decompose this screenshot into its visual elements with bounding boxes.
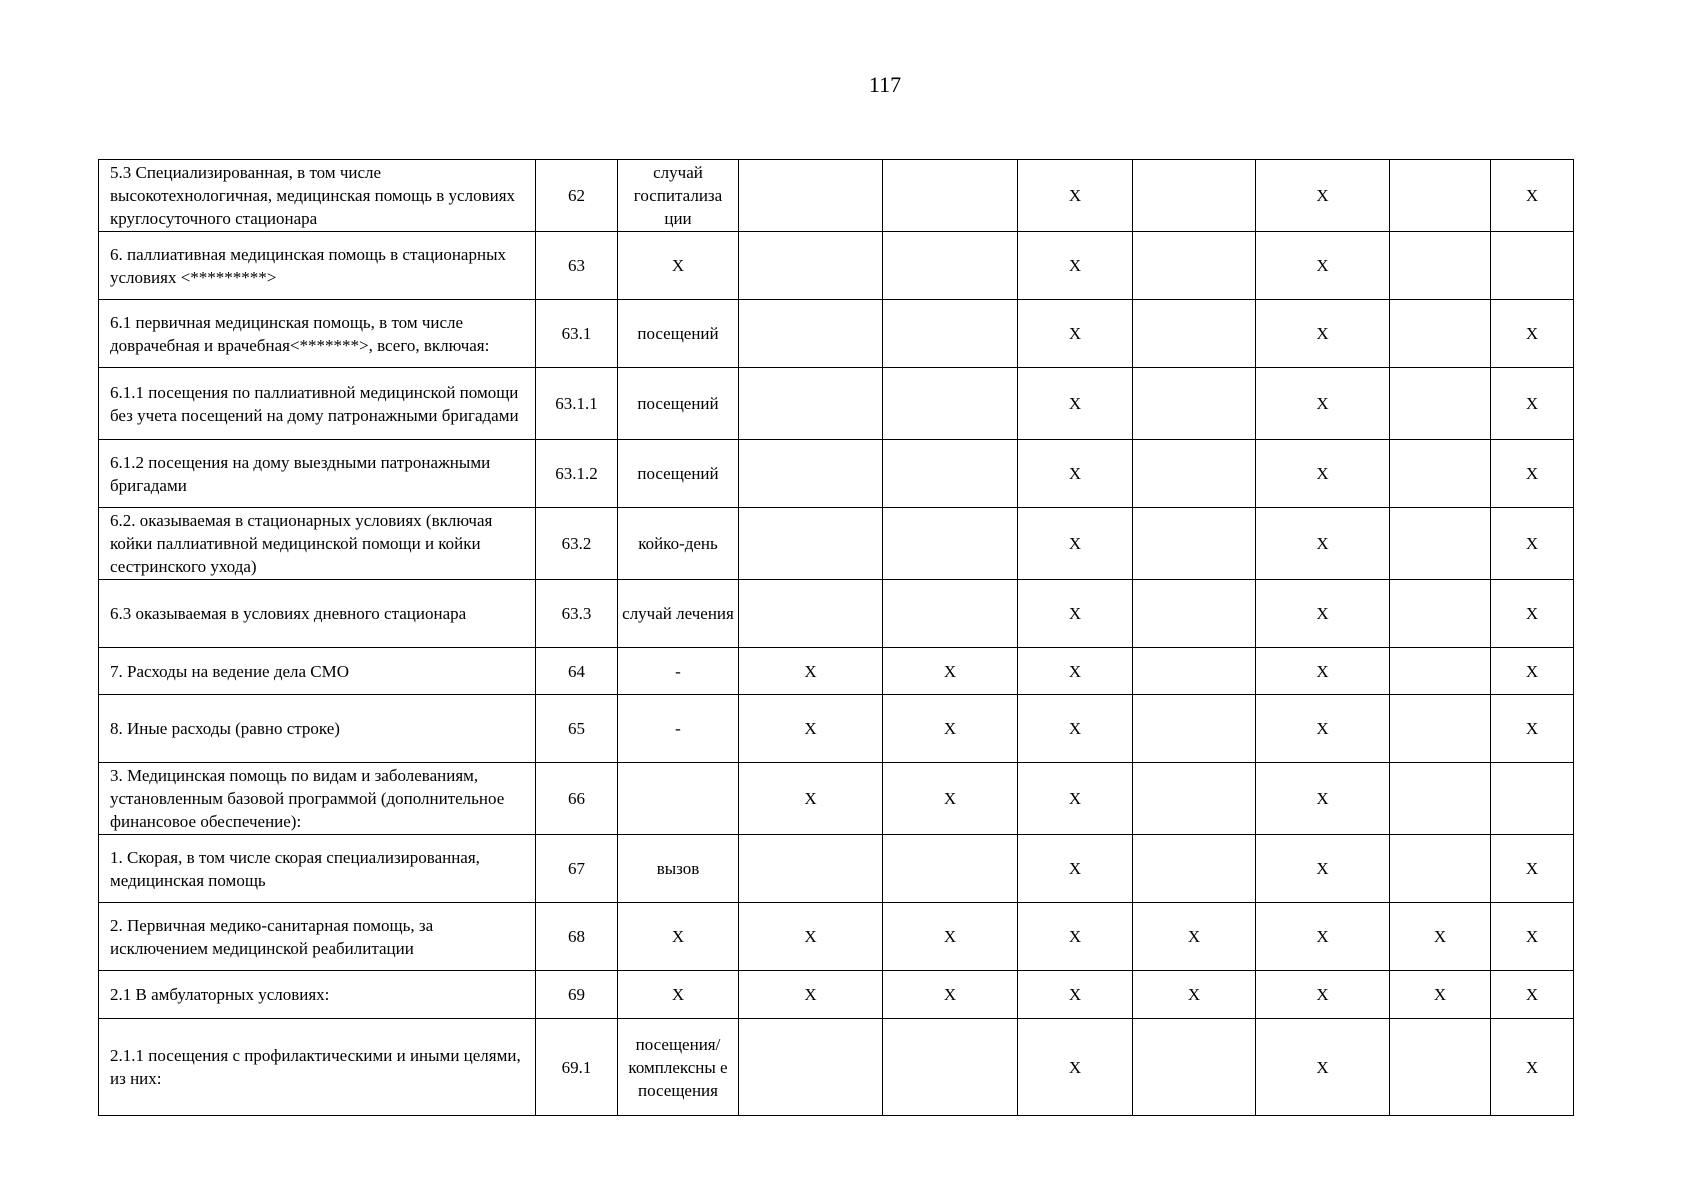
col-5-cell: X xyxy=(883,903,1018,971)
row-code: 63.1.2 xyxy=(536,440,618,508)
col-4-cell: X xyxy=(739,695,883,763)
col-6-cell: X xyxy=(1018,440,1133,508)
row-code: 65 xyxy=(536,695,618,763)
col-6-cell: X xyxy=(1018,508,1133,580)
col-8-cell: X xyxy=(1256,440,1390,508)
row-code: 66 xyxy=(536,763,618,835)
row-name: 2.1 В амбулаторных условиях: xyxy=(99,971,536,1019)
table-row xyxy=(99,232,1574,300)
row-unit: X xyxy=(618,971,739,1019)
row-name: 6.1.2 посещения на дому выездными патронажными бригадами xyxy=(99,440,536,508)
col-10-cell: X xyxy=(1491,971,1574,1019)
col-7-cell xyxy=(1133,368,1256,440)
col-8-cell: X xyxy=(1256,368,1390,440)
col-10-cell: X xyxy=(1491,440,1574,508)
col-4-cell xyxy=(739,440,883,508)
col-8-cell: X xyxy=(1256,971,1390,1019)
col-7-cell xyxy=(1133,580,1256,648)
col-5-cell xyxy=(883,440,1018,508)
row-unit: посещения/ комплексны е посещения xyxy=(618,1019,739,1116)
table-row xyxy=(99,508,1574,580)
col-10-cell: X xyxy=(1491,648,1574,695)
row-code: 62 xyxy=(536,160,618,232)
table-row xyxy=(99,368,1574,440)
col-4-cell: X xyxy=(739,763,883,835)
table-row xyxy=(99,160,1574,232)
row-code: 63.3 xyxy=(536,580,618,648)
row-code: 68 xyxy=(536,903,618,971)
col-5-cell xyxy=(883,232,1018,300)
row-unit: случай лечения xyxy=(618,580,739,648)
col-9-cell xyxy=(1390,580,1491,648)
table-row xyxy=(99,763,1574,835)
col-6-cell: X xyxy=(1018,903,1133,971)
col-5-cell xyxy=(883,368,1018,440)
col-7-cell: X xyxy=(1133,903,1256,971)
row-code: 69 xyxy=(536,971,618,1019)
row-name: 5.3 Специализированная, в том числе высокотехнологичная, медицинская помощь в условиях круглосуточного стационара xyxy=(99,160,536,232)
table-row xyxy=(99,695,1574,763)
col-5-cell xyxy=(883,580,1018,648)
col-6-cell: X xyxy=(1018,232,1133,300)
col-7-cell xyxy=(1133,300,1256,368)
col-6-cell: X xyxy=(1018,835,1133,903)
row-name: 2. Первичная медико-санитарная помощь, за исключением медицинской реабилитации xyxy=(99,903,536,971)
col-9-cell xyxy=(1390,508,1491,580)
col-8-cell: X xyxy=(1256,580,1390,648)
col-9-cell xyxy=(1390,835,1491,903)
col-4-cell: X xyxy=(739,648,883,695)
col-9-cell xyxy=(1390,232,1491,300)
table-row xyxy=(99,835,1574,903)
col-6-cell: X xyxy=(1018,648,1133,695)
col-5-cell xyxy=(883,1019,1018,1116)
col-7-cell xyxy=(1133,695,1256,763)
col-4-cell xyxy=(739,1019,883,1116)
col-9-cell xyxy=(1390,648,1491,695)
col-10-cell: X xyxy=(1491,300,1574,368)
row-unit: вызов xyxy=(618,835,739,903)
col-6-cell: X xyxy=(1018,695,1133,763)
row-code: 64 xyxy=(536,648,618,695)
col-9-cell: X xyxy=(1390,971,1491,1019)
col-8-cell: X xyxy=(1256,695,1390,763)
row-code: 63.2 xyxy=(536,508,618,580)
col-7-cell xyxy=(1133,160,1256,232)
row-unit: - xyxy=(618,695,739,763)
col-8-cell: X xyxy=(1256,160,1390,232)
col-4-cell xyxy=(739,508,883,580)
col-6-cell: X xyxy=(1018,580,1133,648)
row-unit: посещений xyxy=(618,368,739,440)
table-row xyxy=(99,440,1574,508)
table-row xyxy=(99,1019,1574,1116)
row-name: 6.1 первичная медицинская помощь, в том числе доврачебная и врачебная<*******>, всего, включая: xyxy=(99,300,536,368)
row-code: 63 xyxy=(536,232,618,300)
col-5-cell: X xyxy=(883,971,1018,1019)
col-5-cell xyxy=(883,160,1018,232)
col-7-cell: X xyxy=(1133,971,1256,1019)
col-4-cell xyxy=(739,160,883,232)
row-name: 3. Медицинская помощь по видам и заболеваниям, установленным базовой программой (дополнительное финансовое обеспечение): xyxy=(99,763,536,835)
row-name: 6.2. оказываемая в стационарных условиях (включая койки паллиативной медицинской помощи и койки сестринского ухода) xyxy=(99,508,536,580)
row-code: 67 xyxy=(536,835,618,903)
col-10-cell: X xyxy=(1491,580,1574,648)
col-6-cell: X xyxy=(1018,160,1133,232)
row-name: 6. паллиативная медицинская помощь в стационарных условиях <*********> xyxy=(99,232,536,300)
col-9-cell xyxy=(1390,440,1491,508)
col-7-cell xyxy=(1133,1019,1256,1116)
col-7-cell xyxy=(1133,440,1256,508)
row-name: 8. Иные расходы (равно строке) xyxy=(99,695,536,763)
col-7-cell xyxy=(1133,508,1256,580)
row-unit: случай госпитализа ции xyxy=(618,160,739,232)
table-row xyxy=(99,903,1574,971)
col-4-cell xyxy=(739,368,883,440)
col-8-cell: X xyxy=(1256,232,1390,300)
col-9-cell xyxy=(1390,695,1491,763)
col-6-cell: X xyxy=(1018,1019,1133,1116)
col-9-cell xyxy=(1390,300,1491,368)
col-8-cell: X xyxy=(1256,903,1390,971)
col-9-cell xyxy=(1390,160,1491,232)
row-unit: койко-день xyxy=(618,508,739,580)
col-10-cell: X xyxy=(1491,695,1574,763)
col-10-cell xyxy=(1491,232,1574,300)
col-6-cell: X xyxy=(1018,763,1133,835)
col-10-cell xyxy=(1491,763,1574,835)
row-unit: X xyxy=(618,903,739,971)
row-unit: посещений xyxy=(618,440,739,508)
col-5-cell xyxy=(883,835,1018,903)
table-row xyxy=(99,648,1574,695)
col-6-cell: X xyxy=(1018,971,1133,1019)
col-4-cell xyxy=(739,232,883,300)
col-7-cell xyxy=(1133,232,1256,300)
col-4-cell xyxy=(739,580,883,648)
row-name: 7. Расходы на ведение дела СМО xyxy=(99,648,536,695)
row-name: 6.3 оказываемая в условиях дневного стационара xyxy=(99,580,536,648)
col-4-cell: X xyxy=(739,903,883,971)
row-name: 6.1.1 посещения по паллиативной медицинской помощи без учета посещений на дому патронажными бригадами xyxy=(99,368,536,440)
col-8-cell: X xyxy=(1256,300,1390,368)
col-7-cell xyxy=(1133,648,1256,695)
row-code: 63.1.1 xyxy=(536,368,618,440)
table-row xyxy=(99,580,1574,648)
row-name: 1. Скорая, в том числе скорая специализированная, медицинская помощь xyxy=(99,835,536,903)
col-5-cell xyxy=(883,508,1018,580)
col-9-cell xyxy=(1390,1019,1491,1116)
page-number: 117 xyxy=(868,72,902,97)
col-5-cell xyxy=(883,300,1018,368)
row-code: 69.1 xyxy=(536,1019,618,1116)
col-10-cell: X xyxy=(1491,160,1574,232)
table-row xyxy=(99,971,1574,1019)
col-9-cell: X xyxy=(1390,903,1491,971)
col-10-cell: X xyxy=(1491,508,1574,580)
table-body xyxy=(99,160,1574,1116)
col-6-cell: X xyxy=(1018,300,1133,368)
col-5-cell: X xyxy=(883,695,1018,763)
col-4-cell: X xyxy=(739,971,883,1019)
col-5-cell: X xyxy=(883,648,1018,695)
col-8-cell: X xyxy=(1256,835,1390,903)
col-4-cell xyxy=(739,300,883,368)
col-8-cell: X xyxy=(1256,1019,1390,1116)
col-8-cell: X xyxy=(1256,763,1390,835)
col-8-cell: X xyxy=(1256,508,1390,580)
col-8-cell: X xyxy=(1256,648,1390,695)
data-table xyxy=(98,159,1574,1116)
col-9-cell xyxy=(1390,368,1491,440)
col-10-cell: X xyxy=(1491,835,1574,903)
col-7-cell xyxy=(1133,763,1256,835)
row-unit: посещений xyxy=(618,300,739,368)
col-10-cell: X xyxy=(1491,1019,1574,1116)
row-code: 63.1 xyxy=(536,300,618,368)
col-10-cell: X xyxy=(1491,368,1574,440)
col-6-cell: X xyxy=(1018,368,1133,440)
table-row xyxy=(99,300,1574,368)
col-10-cell: X xyxy=(1491,903,1574,971)
row-unit: X xyxy=(618,232,739,300)
col-7-cell xyxy=(1133,835,1256,903)
row-unit: - xyxy=(618,648,739,695)
row-name: 2.1.1 посещения с профилактическими и иными целями, из них: xyxy=(99,1019,536,1116)
col-4-cell xyxy=(739,835,883,903)
row-unit xyxy=(618,763,739,835)
col-5-cell: X xyxy=(883,763,1018,835)
col-9-cell xyxy=(1390,763,1491,835)
